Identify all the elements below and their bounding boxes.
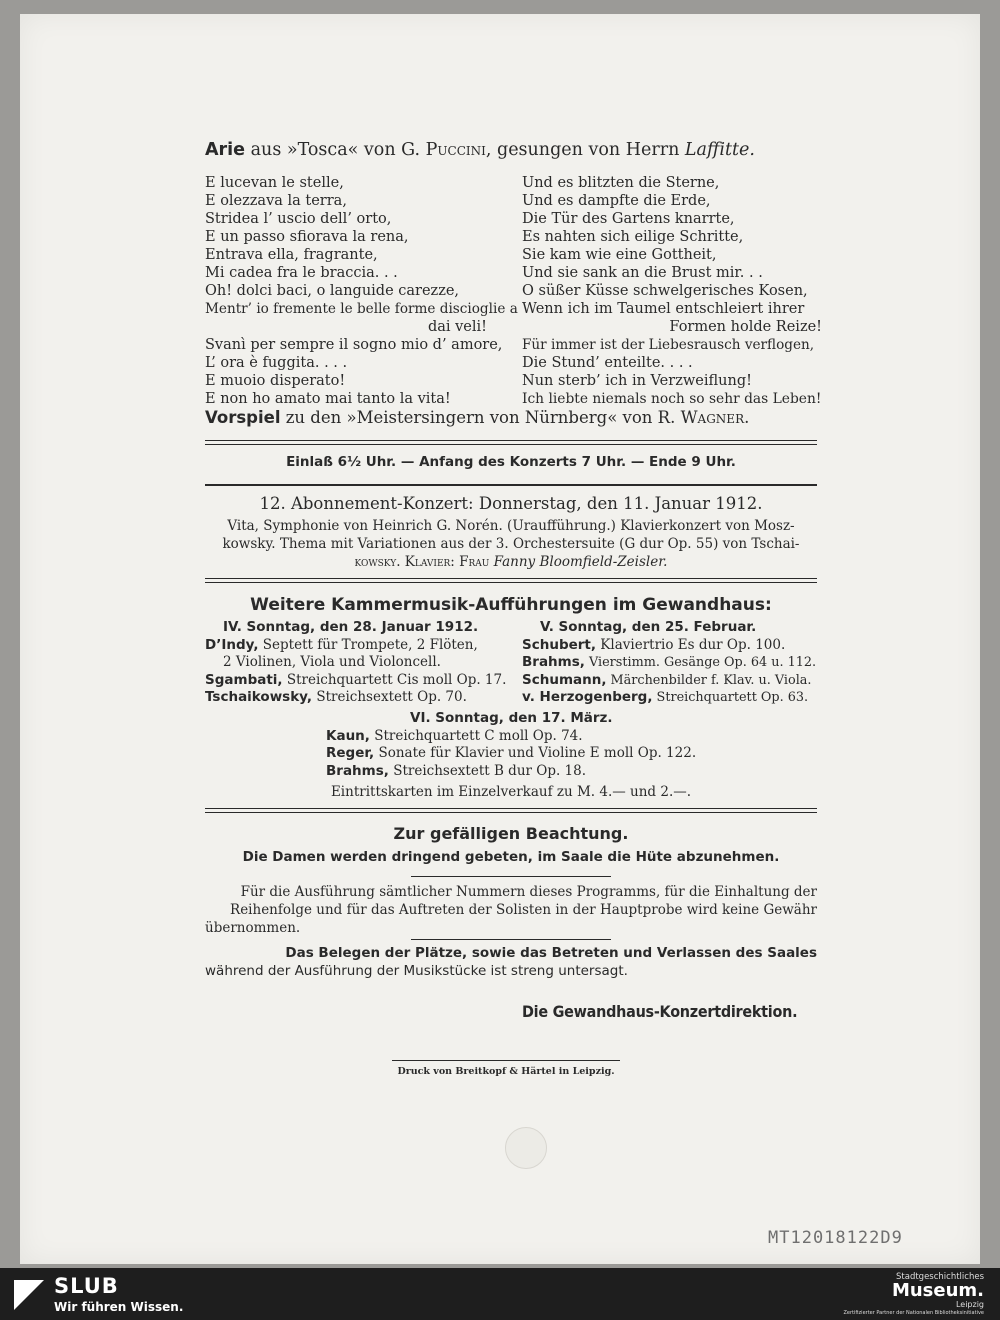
rule [205,484,817,486]
program-item: Sgambati, Streichquartett Cis moll Op. 17. [205,671,507,688]
aria-singer: Laffitte. [684,140,755,160]
notice-p1-l3: übernommen. [205,920,301,936]
lyric-line-de: Nun sterb’ ich in Verzweiflung! [522,373,752,389]
lyric-line-it: E olezzava la terra, [205,193,347,209]
lyric-line-de: Und es dampfte die Erde, [522,193,711,209]
lyric-line-it: Mentr’ io fremente le belle forme discioglie a [205,301,518,317]
program-item: Schumann, Märchenbilder f. Klav. u. Viola. [522,671,812,688]
lyric-line-de: Für immer ist der Liebesrausch verflogen, [522,337,815,353]
lyric-line-it: Svanì per sempre il sogno mio d’ amore, [205,337,503,353]
aria-composer: Puccini [425,140,486,160]
lyric-line-de: Es nahten sich eilige Schritte, [522,229,744,245]
ticket-info: Eintrittskarten im Einzelverkauf zu M. 4.— und 2.—. [330,784,692,800]
short-rule [392,1060,620,1061]
aria-text-2: , gesungen von Herrn [485,140,685,160]
abo-heading: 12. Abonnement-Konzert: Donnerstag, den 11. Januar 1912. [259,494,763,513]
vorspiel-composer: Wagner. [680,408,750,427]
slub-name: SLUB [54,1274,119,1298]
lyric-line-it: Entrava ella, fragrante, [205,247,378,263]
kammer-heading: Weitere Kammermusik-Aufführungen im Gewandhaus: [250,595,772,615]
vorspiel-heading [205,408,749,427]
notice-heading: Zur gefälligen Beachtung. [393,824,629,843]
lyric-line-it: E lucevan le stelle, [205,175,344,191]
program-item: D’Indy, Septett für Trompete, 2 Flöten, [205,636,478,653]
museum-name: Museum. [891,1280,984,1301]
abo-line-3a: kowsky. Klavier: Frau [354,554,494,570]
lyric-line-it: Oh! dolci baci, o languide carezze, [205,283,460,299]
footer-bar [0,1268,1000,1320]
program-item: Brahms, Streichsextett B dur Op. 18. [326,762,587,779]
notice-p1-l1: Für die Ausführung sämtlicher Nummern dieses Programms, für die Einhaltung der [240,884,817,900]
abo-line-2: kowsky. Thema mit Variationen aus der 3. Orchestersuite (G dur Op. 55) von Tschai- [222,536,800,552]
printer-note: Druck von Breitkopf & Härtel in Leipzig. [397,1066,615,1077]
vorspiel-text: zu den »Meistersingern von Nürnberg« von R. [280,408,681,427]
aria-heading [205,140,755,160]
slub-logo-icon [14,1280,44,1310]
abo-line-3 [205,554,817,570]
abo-soloist: Fanny Bloomfield-Zeisler. [493,554,668,570]
program-item: Tschaikowsky, Streichsextett Op. 70. [205,689,467,705]
vorspiel-lead: Vorspiel [205,408,281,427]
concert-times: Einlaß 6½ Uhr. — Anfang des Konzerts 7 Uhr. — Ende 9 Uhr. [286,454,736,470]
program-item: Reger, Sonate für Klavier und Violine E moll Op. 122. [326,745,697,761]
lyric-line-it: dai veli! [427,319,487,335]
lyric-line-de: Und sie sank an die Brust mir. . . [522,265,763,281]
museum-small: Stadtgeschichtliches [896,1272,984,1282]
archive-mark: MT12018122D9 [768,1228,903,1248]
lyric-line-de: Formen holde Reize! [669,319,822,335]
lyric-line-de: Die Tür des Gartens knarrte, [522,211,735,227]
lyric-line-it: E muoio disperato! [205,373,346,389]
aria-lead: Arie [205,140,246,160]
concert-v-date: V. Sonntag, den 25. Februar. [540,619,757,635]
museum-city: Leipzig [955,1300,984,1309]
notice-p2-l1: Das Belegen der Plätze, sowie das Betreten und Verlassen des Saales [285,945,817,961]
program-item: 2 Violinen, Viola und Violoncell. [223,654,441,670]
lyric-line-it: Stridea l’ uscio dell’ orto, [205,211,392,227]
lyric-line-it: E un passo sfiorava la rena, [205,229,409,245]
lyric-line-de: Sie kam wie eine Gottheit, [522,247,717,263]
signature: Die Gewandhaus-Konzertdirektion. [522,1002,798,1021]
program-item: v. Herzogenberg, Streichquartett Op. 63. [522,689,809,705]
concert-vi [326,710,766,780]
concert-v [522,619,822,707]
short-rule [411,939,611,940]
lyric-line-de: O süßer Küsse schwelgerisches Kosen, [522,283,808,299]
double-rule [205,578,817,583]
short-rule [411,876,611,877]
double-rule [205,808,817,813]
concert-iv-date: IV. Sonntag, den 28. Januar 1912. [223,619,479,635]
embossed-stamp [505,1127,547,1169]
lyric-line-it: L’ ora è fuggita. . . . [205,355,348,371]
notice-p2-l2: während der Ausführung der Musikstücke ist streng untersagt. [205,963,628,979]
slub-tagline: Wir führen Wissen. [54,1300,184,1314]
concert-vi-date: VI. Sonntag, den 17. März. [410,710,613,726]
museum-note: Zertifizierter Partner der Nationalen Bibliotheksinitiative [843,1310,984,1316]
lyric-line-de: Und es blitzten die Sterne, [522,175,720,191]
program-item: Schubert, Klaviertrio Es dur Op. 100. [522,636,786,653]
lyric-line-it: Mi cadea fra le braccia. . . [205,265,398,281]
lyrics-german [522,174,822,408]
lyric-line-de: Ich liebte niemals noch so sehr das Leben! [522,391,822,407]
double-rule [205,440,817,445]
program-item: Kaun, Streichquartett C moll Op. 74. [326,727,583,744]
program-item: Brahms, Vierstimm. Gesänge Op. 64 u. 112. [522,654,817,670]
aria-text: aus »Tosca« von G. [245,140,426,160]
abo-line-1: Vita, Symphonie von Heinrich G. Norén. (Uraufführung.) Klavierkonzert von Mosz- [227,518,795,534]
lyric-line-de: Wenn ich im Taumel entschleiert ihrer [522,301,805,317]
concert-iv [205,619,515,707]
hats-notice: Die Damen werden dringend gebeten, im Saale die Hüte abzunehmen. [242,849,780,865]
lyric-line-it: E non ho amato mai tanto la vita! [205,391,451,407]
notice-p1-l2: Reihenfolge und für das Auftreten der Solisten in der Hauptprobe wird keine Gewähr [230,902,817,918]
lyrics-italian [205,174,518,408]
lyric-line-de: Die Stund’ enteilte. . . . [522,355,693,371]
